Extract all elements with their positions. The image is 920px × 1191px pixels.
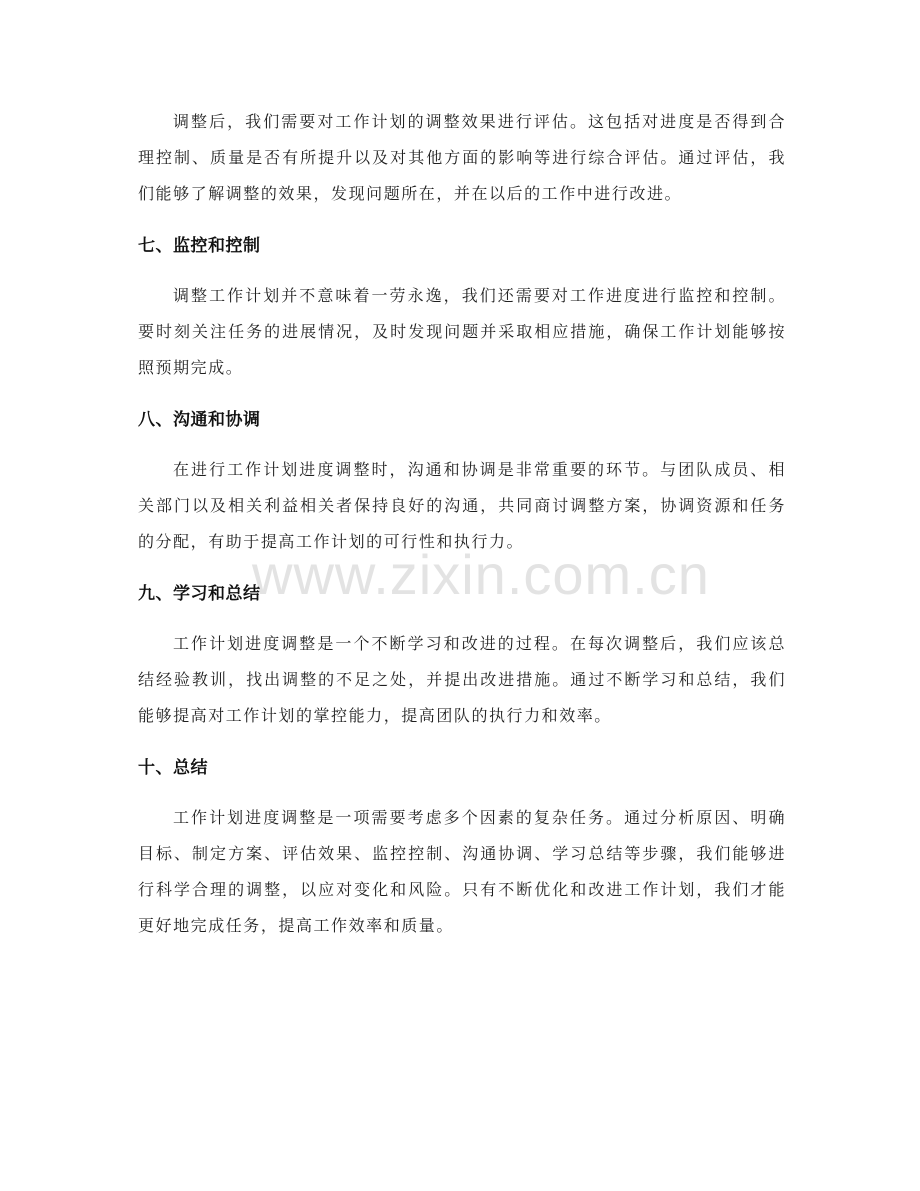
section-heading-communication: 八、沟通和协调 xyxy=(138,410,261,430)
paragraph-monitoring: 调整工作计划并不意味着一劳永逸，我们还需要对工作进度进行监控和控制。要时刻关注任务的进展情况，及时发现问题并采取相应措施，确保工作计划能够按照预期完成。 xyxy=(138,286,786,377)
section-heading-learning: 九、学习和总结 xyxy=(138,584,261,604)
paragraph-communication: 在进行工作计划进度调整时，沟通和协调是非常重要的环节。与团队成员、相关部门以及相关利益相关者保持良好的沟通，共同商讨调整方案，协调资源和任务的分配，有助于提高工作计划的可行性和执行力。 xyxy=(138,460,786,551)
section-heading-monitoring: 七、监控和控制 xyxy=(138,236,261,256)
paragraph-evaluation: 调整后，我们需要对工作计划的调整效果进行评估。这包括对进度是否得到合理控制、质量是否有所提升以及对其他方面的影响等进行综合评估。通过评估，我们能够了解调整的效果，发现问题所在，并在以后的工作中进行改进。 xyxy=(138,112,786,203)
watermark: www.zixin.com.cn xyxy=(252,543,710,606)
paragraph-learning: 工作计划进度调整是一个不断学习和改进的过程。在每次调整后，我们应该总结经验教训，找出调整的不足之处，并提出改进措施。通过不断学习和总结，我们能够提高对工作计划的掌控能力，提高团队的执行力和效率。 xyxy=(138,634,786,725)
paragraph-summary: 工作计划进度调整是一项需要考虑多个因素的复杂任务。通过分析原因、明确目标、制定方案、评估效果、监控控制、沟通协调、学习总结等步骤，我们能够进行科学合理的调整，以应对变化和风险。只有不断优化和改进工作计划，我们才能更好地完成任务，提高工作效率和质量。 xyxy=(138,808,786,935)
section-heading-summary: 十、总结 xyxy=(138,758,208,778)
document-body xyxy=(138,104,786,944)
